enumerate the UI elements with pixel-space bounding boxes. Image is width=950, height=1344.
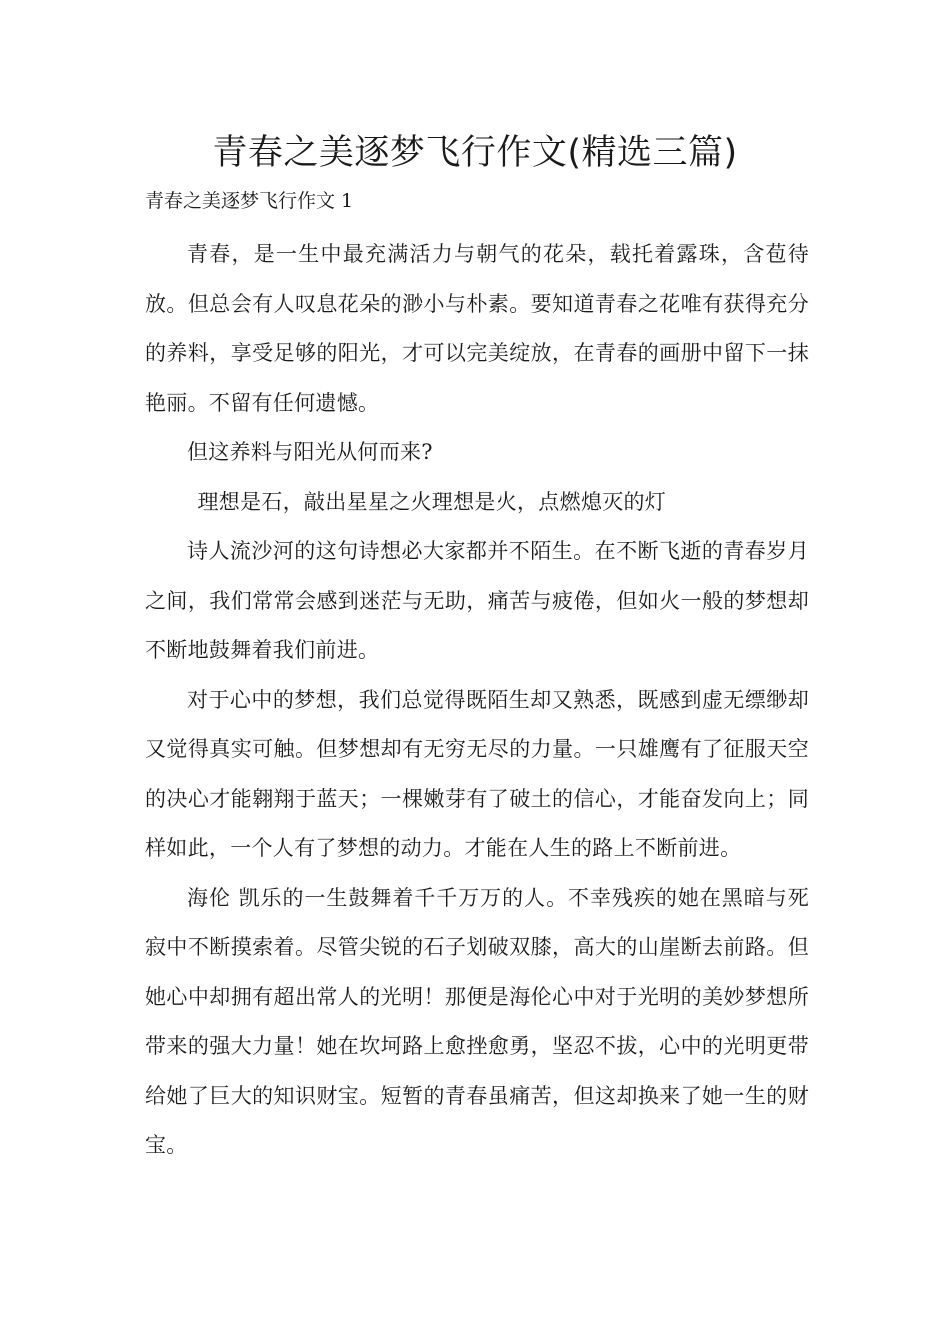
quoted-line: 理想是石，敲出星星之火理想是火，点燃熄灭的灯: [197, 489, 667, 514]
essay-body: [145, 230, 809, 1171]
section-heading: 青春之美逐梦飞行作文 1: [145, 190, 354, 212]
paragraph: 诗人流沙河的这句诗想必大家都并不陌生。在不断飞逝的青春岁月之间，我们常常会感到迷茫与无助，痛苦与疲倦，但如火一般的梦想却不断地鼓舞着我们前进。: [145, 539, 809, 662]
paragraph: 但这养料与阳光从何而来?: [187, 440, 433, 464]
paragraph: 青春，是一生中最充满活力与朝气的花朵，载托着露珠，含苞待放。但总会有人叹息花朵的渺小与朴素。要知道青春之花唯有获得充分的养料，享受足够的阳光，才可以完美绽放，在青春的画册中留下一抹艳丽。不留有任何遗憾。: [145, 242, 809, 415]
document-title: 青春之美逐梦飞行作文(精选三篇): [212, 133, 738, 173]
paragraph: 海伦 凯乐的一生鼓舞着千千万万的人。不幸残疾的她在黑暗与死寂中不断摸索着。尽管尖锐的石子划破双膝，高大的山崖断去前路。但她心中却拥有超出常人的光明！那便是海伦心中对于光明的美妙梦想所带来的强大力量！她在坎坷路上愈挫愈勇，坚忍不拔，心中的光明更带给她了巨大的知识财宝。短暂的青春虽痛苦，但这却换来了她一生的财宝。: [145, 885, 809, 1157]
paragraph: 对于心中的梦想，我们总觉得既陌生却又熟悉，既感到虚无缥缈却又觉得真实可触。但梦想却有无穷无尽的力量。一只雄鹰有了征服天空的决心才能翱翔于蓝天；一棵嫩芽有了破土的信心，才能奋发向上；同样如此，一个人有了梦想的动力。才能在人生的路上不断前进。: [145, 687, 809, 860]
